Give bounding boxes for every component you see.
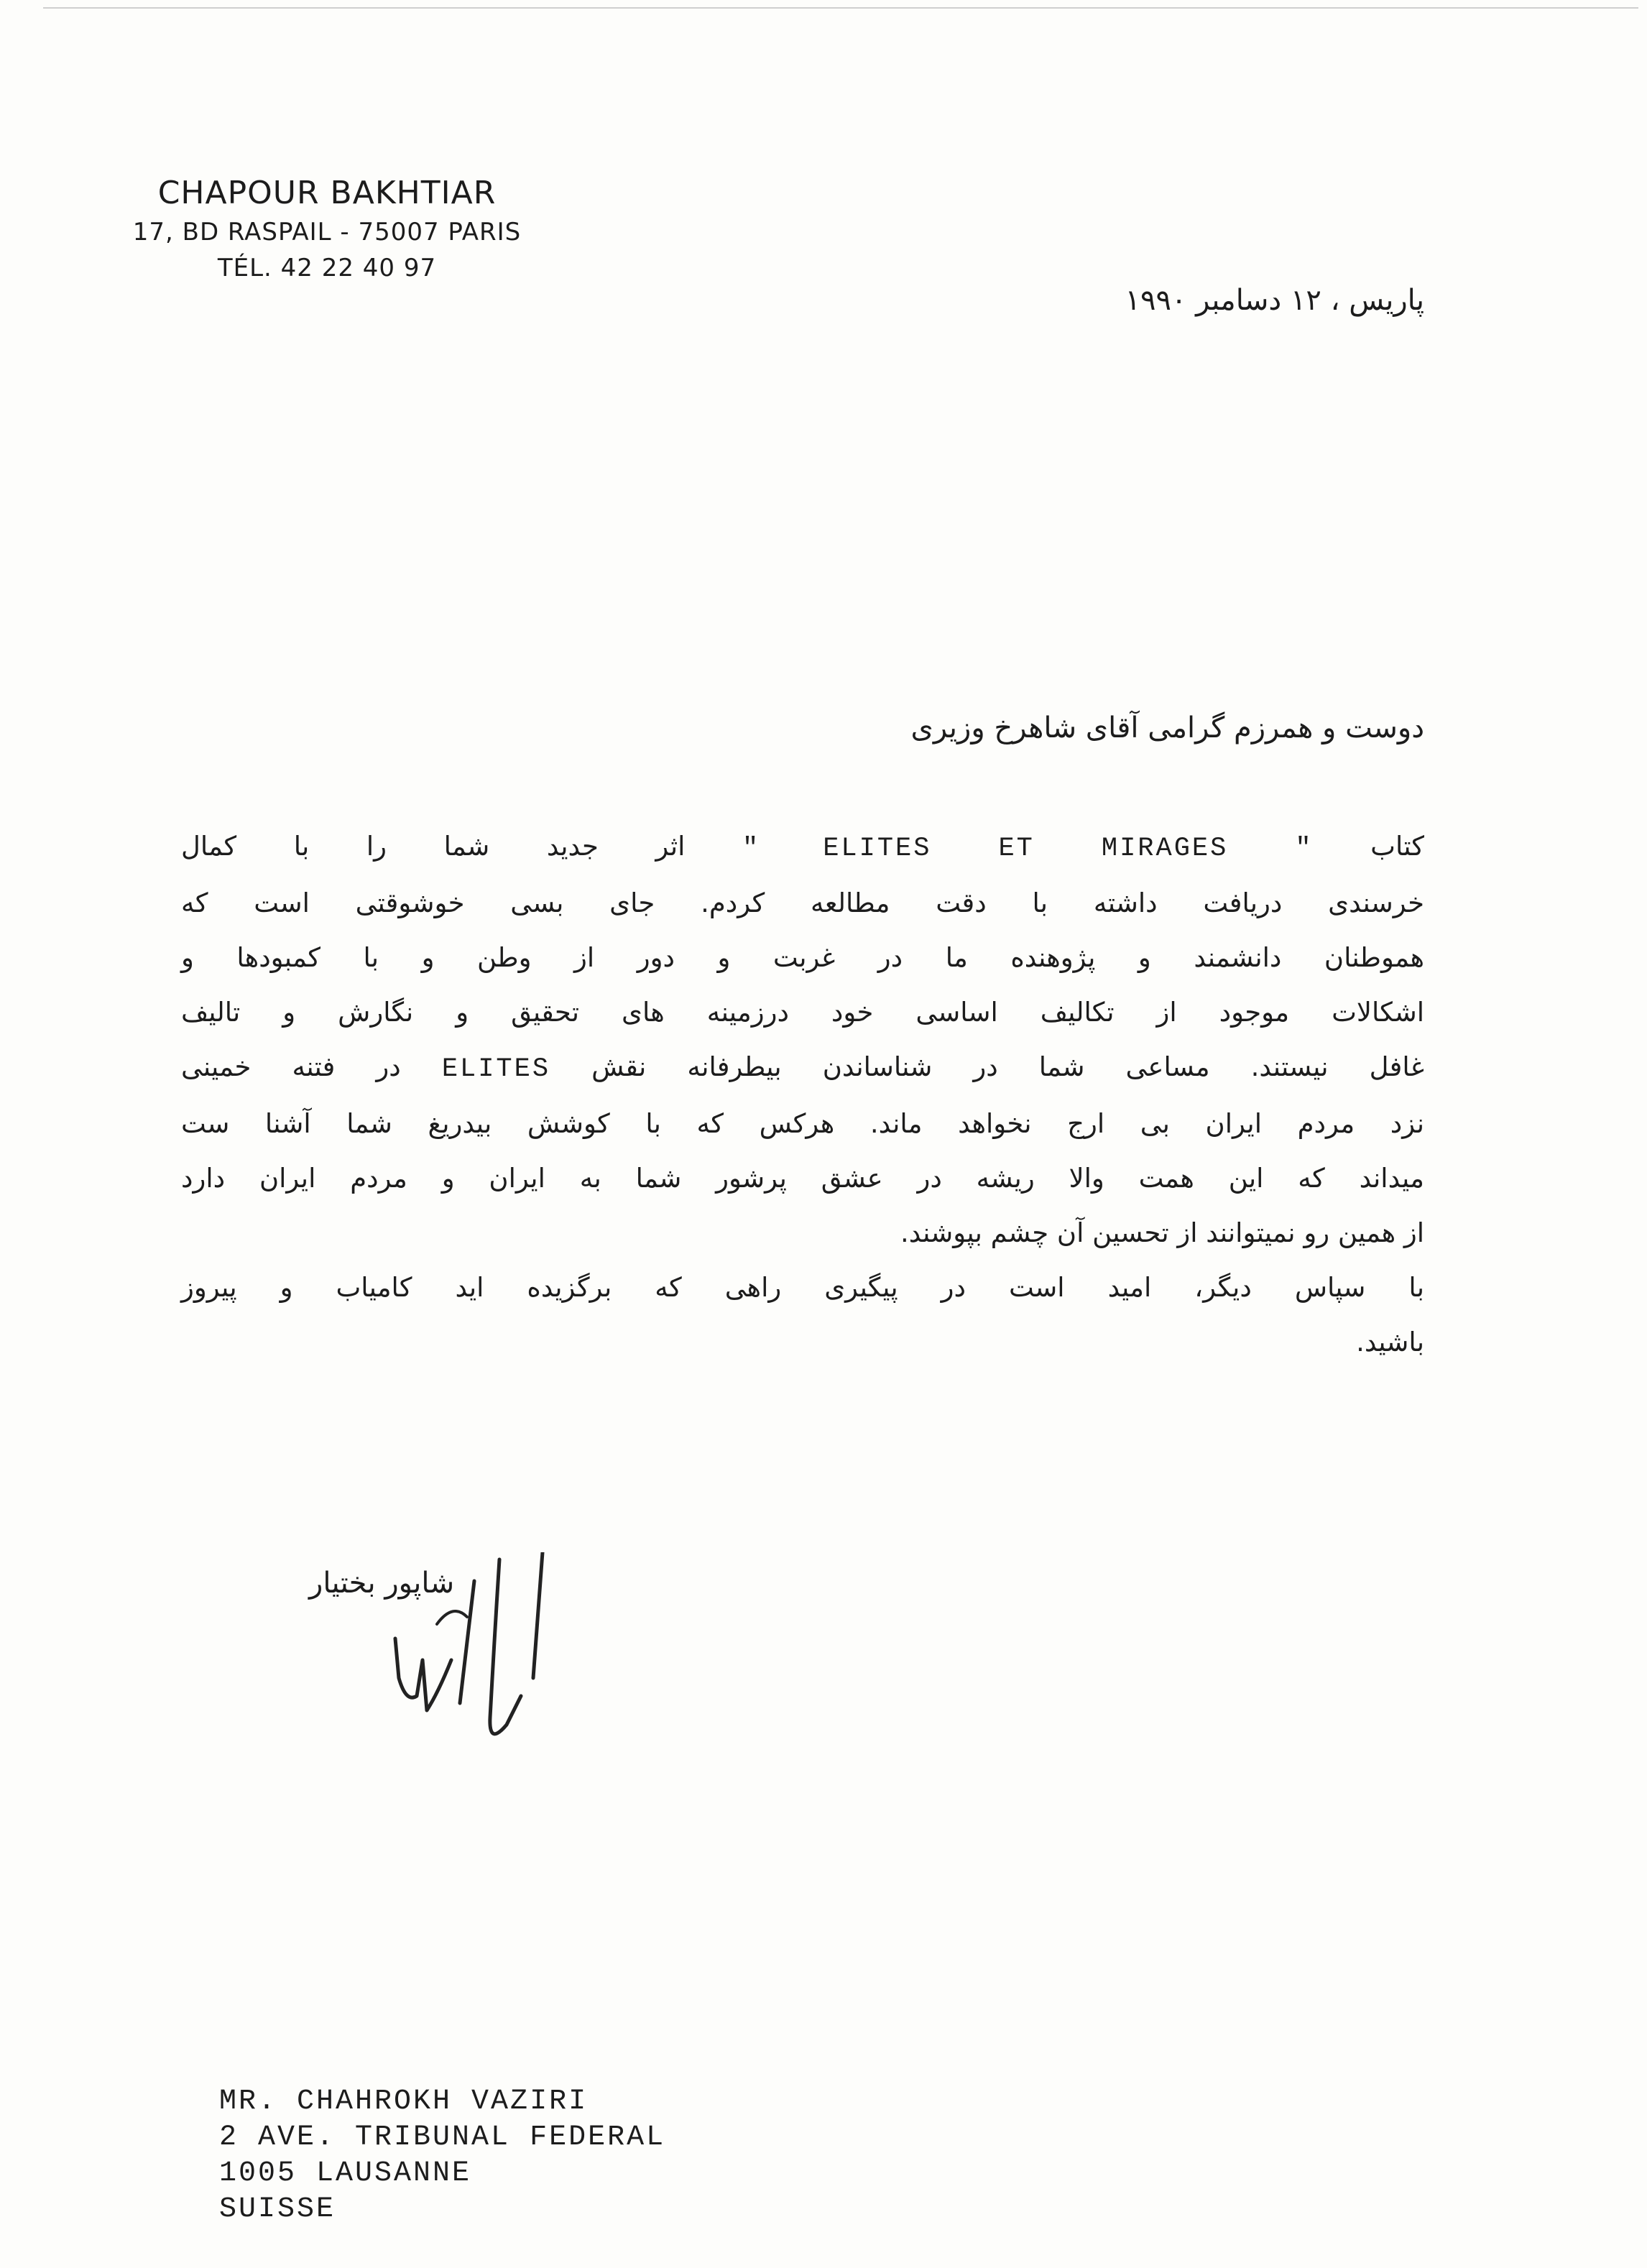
elites-term: ELITES [441, 1054, 551, 1084]
recipient-line-1: MR. CHAHROKH VAZIRI [219, 2085, 589, 2118]
recipient-line-3: 1005 LAUSANNE [219, 2157, 472, 2190]
letter-date: پاریس ، ۱۲ دسامبر ۱۹۹۰ [1125, 284, 1424, 317]
recipient-line-4: SUISSE [219, 2193, 336, 2226]
signer-name: شاپور بختیار [309, 1567, 455, 1600]
body-line-1-end: اثر جدید شما را با کمال [181, 831, 686, 862]
book-title: " ELITES ET MIRAGES " [742, 834, 1314, 864]
body-line-5-end: در فتنه خمینی [181, 1051, 401, 1082]
letterhead-address: 17, BD RASPAIL - 75007 PARIS [132, 218, 522, 246]
body-line-2: خرسندی دریافت داشته با دقت مطالعه کردم. جای بسی خوشوقتی است که [181, 888, 1424, 918]
salutation: دوست و همرزم گرامی آقای شاهرخ وزیری [910, 711, 1424, 745]
body-line-9: با سپاس دیگر، امید است در پیگیری راهی که برگزیده اید کامیاب و پیروز [181, 1272, 1424, 1303]
body-line-8: از همین رو نمیتوانند از تحسین آن چشم بپوشند. [900, 1217, 1424, 1248]
body-line-1-start: کتاب [1370, 831, 1424, 862]
page-top-edge [43, 7, 1638, 9]
body-line-10: باشید. [1356, 1327, 1424, 1357]
letterhead-name: CHAPOUR BAKHTIAR [157, 175, 497, 211]
letterhead-phone: TÉL. 42 22 40 97 [217, 254, 437, 282]
recipient-address [219, 2084, 665, 2228]
handwritten-signature [366, 1552, 668, 1811]
body-line-5-start: غافل نیستند. مساعی شما در شناساندن بیطرفانه نقش [591, 1051, 1424, 1082]
letter-body [181, 819, 1424, 1370]
body-line-1 [181, 819, 1424, 876]
body-line-3: هموطنان دانشمند و پژوهنده ما در غربت و دور از وطن و با کمبودها و [181, 942, 1424, 973]
recipient-line-2: 2 AVE. TRIBUNAL FEDERAL [219, 2121, 666, 2154]
body-line-4: اشکالات موجود از تکالیف اساسی خود درزمینه های تحقیق و نگارش و تالیف [181, 997, 1424, 1028]
body-line-6: نزد مردم ایران بی ارج نخواهد ماند. هرکس که با کوشش بیدریغ شما آشنا ست [181, 1108, 1424, 1139]
body-line-5 [181, 1040, 1424, 1097]
letterhead [93, 172, 560, 286]
body-line-7: میداند که این همت والا ریشه در عشق پرشور شما به ایران و مردم ایران دارد [181, 1163, 1424, 1194]
